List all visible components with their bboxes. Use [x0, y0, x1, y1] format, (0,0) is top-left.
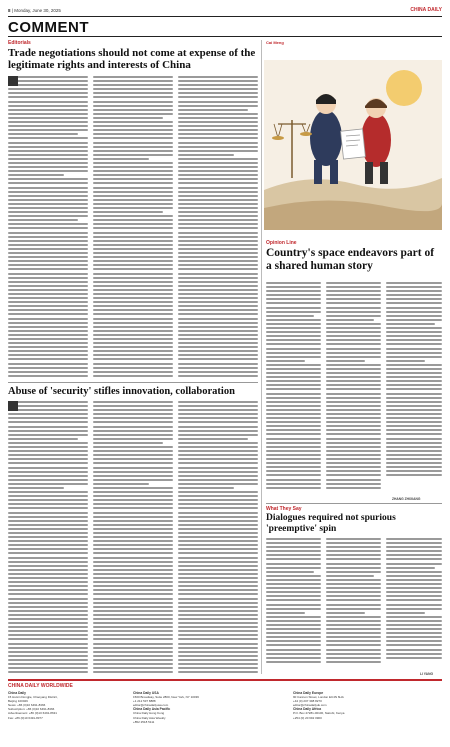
- wts-signature: LI YANG: [420, 672, 434, 676]
- page-topline: [8, 6, 442, 16]
- office-china-daily: China Daily 15 Huixin Dongjie, Chaoyang District, Beijing 100029 News: +86 (0)10 6491-8366 Subscription: +86 (0)10 6491-8366 Advertisement: +86 (0)10 6491-8631 Fax: +86 (0)10 6491-8377: [8, 691, 58, 720]
- editorial-body-1: [8, 76, 258, 378]
- page-info: 8 | Monday, June 30, 2025: [8, 8, 61, 13]
- editorial-cartoon: [264, 60, 442, 230]
- drop-cap-2: [8, 401, 18, 411]
- editorials-label: Editorials: [8, 40, 31, 46]
- what-they-say-headline: Dialogues required not spurious 'preemptive' spin: [266, 513, 396, 534]
- column-divider: [261, 40, 262, 674]
- footer-title: CHINA DAILY WORLDWIDE: [8, 683, 73, 689]
- section-masthead: [8, 16, 442, 34]
- wts-col-3: [386, 538, 442, 670]
- editorial-2-col-2: [93, 401, 173, 673]
- opinion-col-1: [266, 282, 321, 494]
- brand-name: CHINA DAILY: [410, 7, 442, 13]
- opinion-signature: ZHANG ZHIXIANG: [392, 497, 421, 501]
- what-they-say-body: [266, 538, 442, 670]
- editorial-2-col-1: [8, 401, 88, 673]
- opinion-col-3: [386, 282, 442, 494]
- editorial-body-2: [8, 401, 258, 673]
- cartoon-svg: [264, 60, 442, 230]
- cartoon-byline: Cai Meng: [266, 40, 284, 45]
- editorial-headline-2: Abuse of 'security' stifles innovation, collaboration: [8, 386, 235, 397]
- opinion-col-2: [326, 282, 381, 494]
- editorial-2-col-3: [178, 401, 258, 673]
- masthead-rule: [8, 36, 442, 37]
- opinion-headline: Country's space endeavors part of a shared human story: [266, 247, 435, 272]
- editorial-headline-1: Trade negotiations should not come at expense of the legitimate rights and interests of China: [8, 47, 256, 72]
- office-europe-africa: China Daily Europe 90 Cannon Street, London EC4N 6HA +44 (0) 207 398 8270 editor@chinadailyuk.com China Daily Africa P.O. Box 27281-00100, Nairobi, Kenya +254 (0) 20 692 0900: [293, 691, 345, 720]
- worldwide-footer: [8, 679, 442, 741]
- wts-col-1: [266, 538, 321, 670]
- wts-divider: [266, 503, 442, 504]
- opinion-body: [266, 282, 442, 494]
- page-number: 8: [8, 8, 11, 13]
- opinion-label: Opinion Line: [266, 240, 297, 246]
- office-usa-asia: China Daily USA 1500 Broadway, Suite 2800, New York, NY 10036 +1 212 537 8888 editor@chinadailyusa.com China Daily Asia Pacific China Daily Hong Kong China Daily Asia Weekly +852 2518 5111: [133, 691, 199, 724]
- wts-col-2: [326, 538, 381, 670]
- page-date: Monday, June 30, 2025: [14, 8, 61, 13]
- section-title: COMMENT: [8, 19, 89, 36]
- what-they-say-label: What They Say: [266, 506, 302, 512]
- editorial-1-col-2: [93, 76, 173, 378]
- editorial-1-col-1: [8, 76, 88, 378]
- editorial-1-col-3: [178, 76, 258, 378]
- editorial-divider: [8, 382, 258, 383]
- drop-cap: [8, 76, 18, 86]
